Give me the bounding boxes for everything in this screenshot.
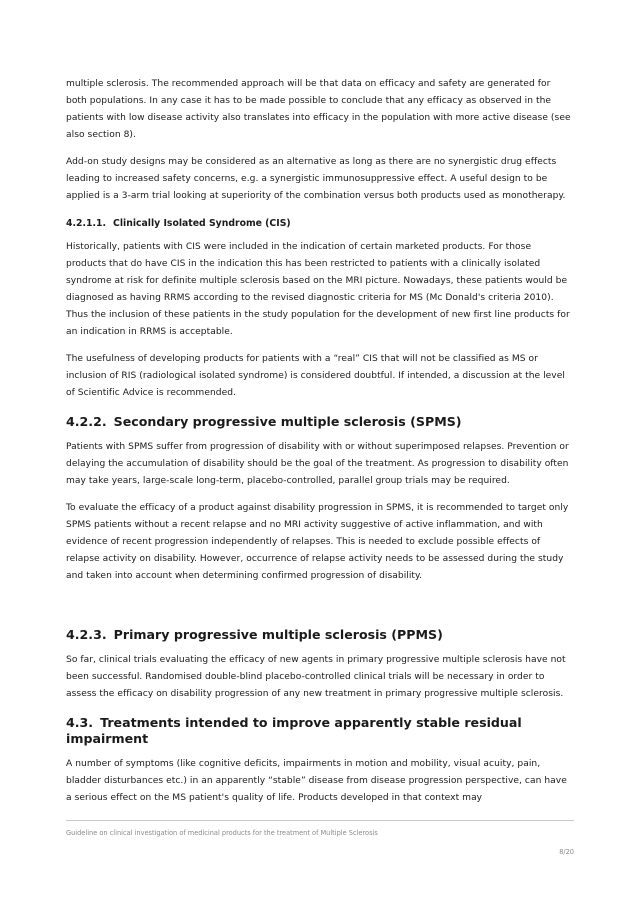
heading-spms-number: 4.2.2.: [66, 414, 107, 429]
paragraph-ppms-trials: So far, clinical trials evaluating the efficacy of new agents in primary progressive multiple sclerosis have not been successful. Randomised double-blind placebo-controlled clinical trials will be necessary in order to assess the efficacy on disability progression of any new treatment in primary progressive multiple sclerosis.: [66, 655, 566, 699]
paragraph-efficacy-populations: multiple sclerosis. The recommended approach will be that data on efficacy and safety are generated for both populations. In any case it has to be made possible to conclude that any efficacy as observed in the patients with low disease activity also translates into efficacy in the population with more active disease (see also section 8).: [66, 79, 571, 140]
heading-cis: [66, 217, 574, 231]
heading-cis-number: 4.2.1.1.: [66, 218, 107, 229]
heading-cis-title: Clinically Isolated Syndrome (CIS): [113, 218, 291, 229]
heading-spms: [66, 414, 574, 430]
document-body: [66, 76, 574, 817]
footer-divider: [66, 820, 574, 821]
footer-page-number: 8/20: [559, 848, 574, 856]
paragraph-add-on-designs: Add-on study designs may be considered as an alternative as long as there are no synergistic drug effects leading to increased safety concerns, e.g. a synergistic immunosuppressive effect. A useful design to be applied is a 3-arm trial looking at superiority of the combination versus both products used as monotherapy.: [66, 157, 566, 201]
heading-residual-impairment: [66, 715, 574, 747]
paragraph-spms-intro: Patients with SPMS suffer from progression of disability with or without superimposed relapses. Prevention or delaying the accumulation of disability should be the goal of the treatment. As progression to disability often may take years, large-scale long-term, placebo-controlled, parallel group trials may be required.: [66, 442, 569, 486]
heading-ppms-title: Primary progressive multiple sclerosis (PPMS): [113, 627, 443, 642]
heading-ppms: [66, 627, 574, 643]
heading-residual-number: 4.3.: [66, 715, 94, 730]
heading-ppms-number: 4.2.3.: [66, 627, 107, 642]
paragraph-cis-history: Historically, patients with CIS were included in the indication of certain marketed products. For those products that do have CIS in the indication this has been restricted to patients with a clinically isolated syndrome at risk for definite multiple sclerosis based on the MRI picture. Nowadays, these patients would be diagnosed as having RRMS according to the revised diagnostic criteria for MS (Mc Donald's criteria 2010). Thus the inclusion of these patients in the study population for the development of new first line products for an indication in RRMS is acceptable.: [66, 242, 570, 337]
heading-residual-title: Treatments intended to improve apparently stable residual impairment: [66, 715, 522, 746]
heading-spms-title: Secondary progressive multiple sclerosis (SPMS): [113, 414, 462, 429]
section-spacer: [66, 595, 574, 615]
paragraph-spms-evaluation: To evaluate the efficacy of a product against disability progression in SPMS, it is recommended to target only SPMS patients without a recent relapse and no MRI activity suggestive of active inflammation, and with evidence of recent progression independently of relapses. This is needed to exclude possible effects of relapse activity on disability. However, occurrence of relapse activity needs to be assessed during the study and taken into account when determining confirmed progression of disability.: [66, 503, 569, 581]
footer-document-title: Guideline on clinical investigation of medicinal products for the treatment of Multiple Sclerosis: [66, 829, 378, 837]
paragraph-symptoms: A number of symptoms (like cognitive deficits, impairments in motion and mobility, visual acuity, pain, bladder disturbances etc.) in an apparently “stable” disease from disease progression perspective, can have a serious effect on the MS patient's quality of life. Products developed in that context may: [66, 759, 567, 803]
paragraph-cis-usefulness: The usefulness of developing products for patients with a “real” CIS that will not be classified as MS or inclusion of RIS (radiological isolated syndrome) is considered doubtful. If intended, a discussion at the level of Scientific Advice is recommended.: [66, 354, 565, 398]
